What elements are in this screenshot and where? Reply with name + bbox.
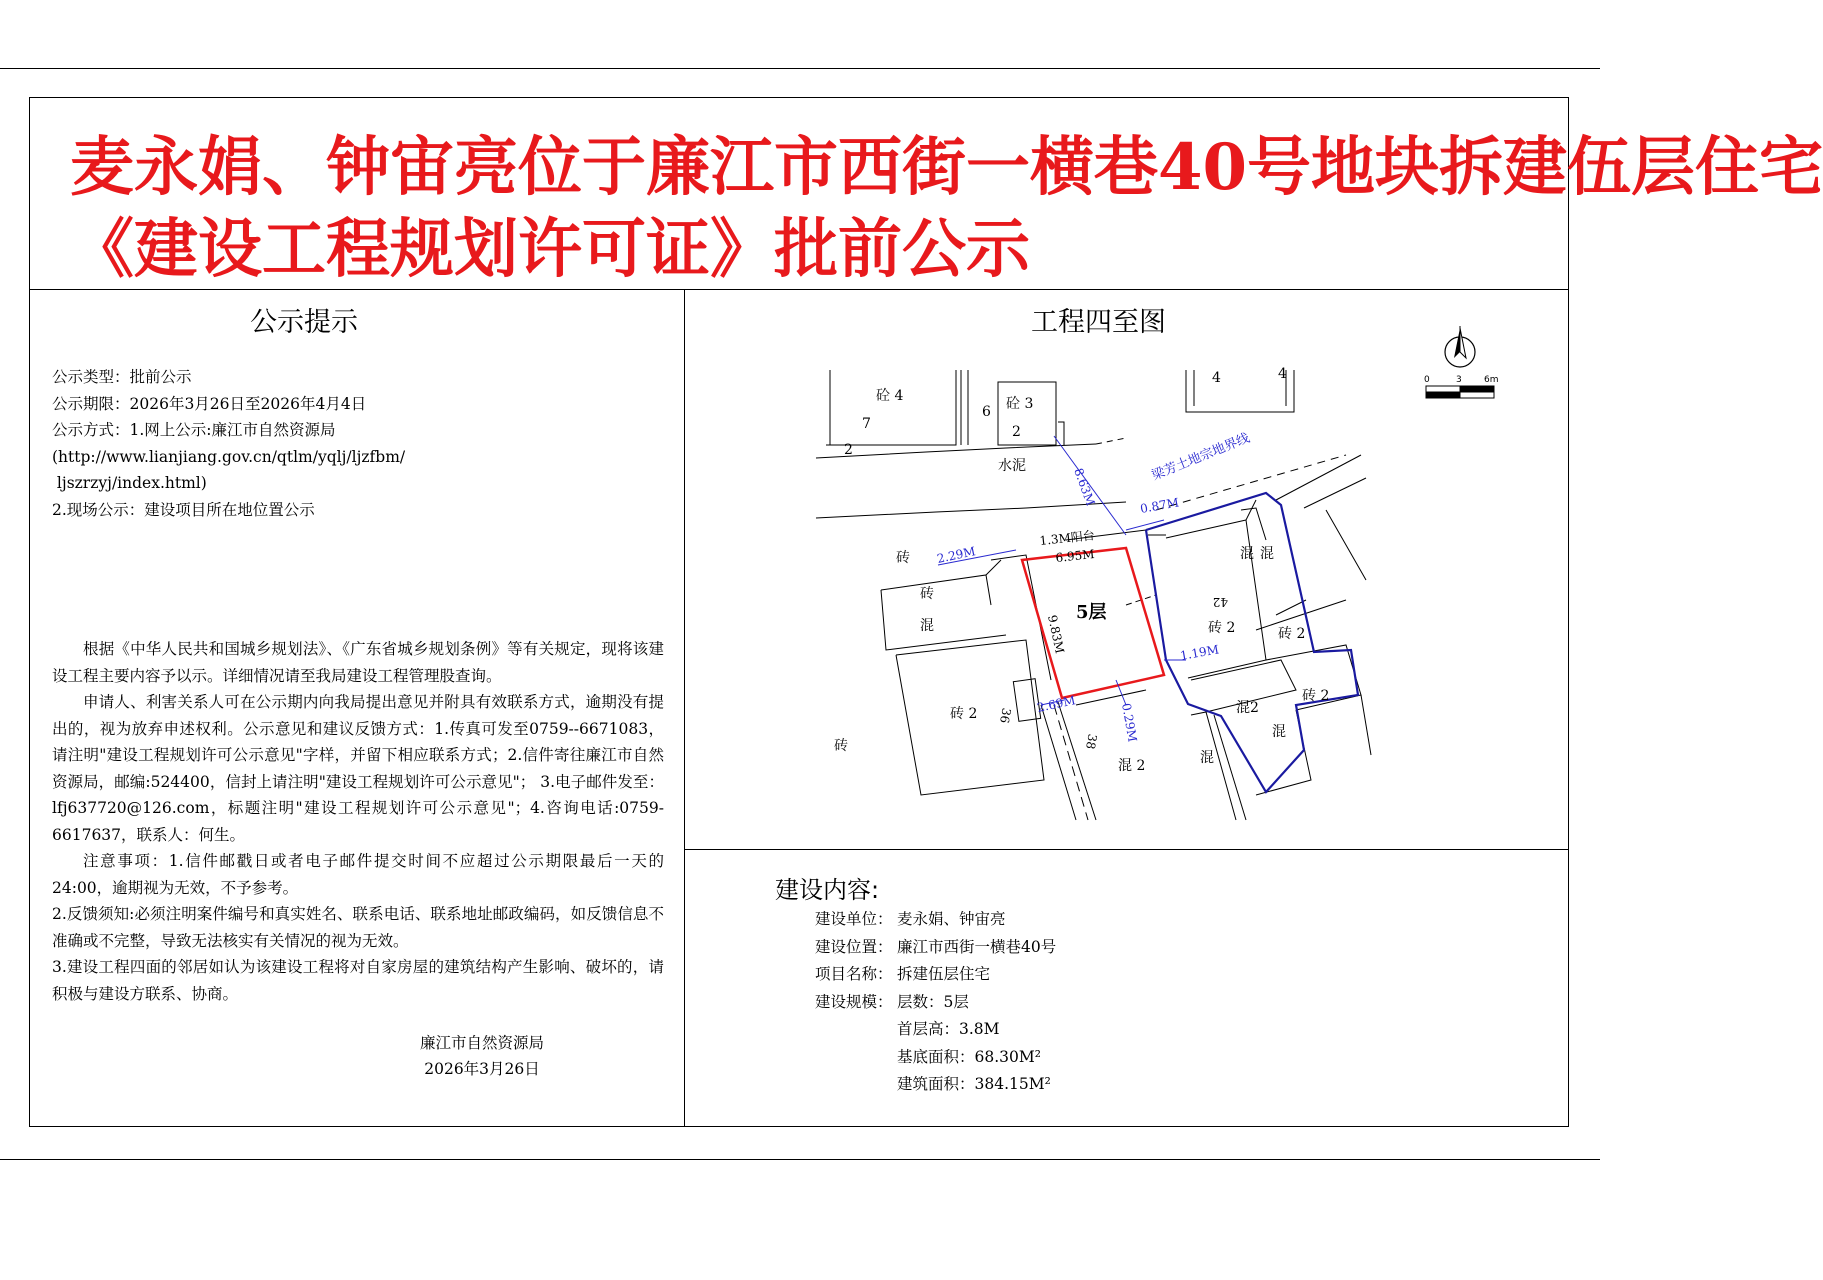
content-row: 项目名称： 拆建伍层住宅: [815, 965, 991, 983]
title-line-1: 麦永娟、钟宙亮位于廉江市西街一横巷40号地块拆建伍层住宅: [70, 130, 1823, 205]
construction-content-panel: [685, 850, 1568, 1126]
scale-label-0: 0: [1424, 375, 1430, 385]
content-rows: [815, 906, 1056, 1099]
site-dim-top: 6.95M: [1054, 546, 1096, 565]
label-c3: 砼 3: [1006, 396, 1034, 412]
notice-paragraph: 根据《中华人民共和国城乡规划法》、《广东省城乡规划条例》等有关规定，现将该建设工程主要内容予以示。详细情况请至我局建设工程管理股查询。: [52, 640, 664, 685]
dim-0-87: 0.87M: [1139, 495, 1180, 516]
title-section: [30, 98, 1823, 290]
label-brick-b: 砖: [920, 586, 934, 602]
site-dim-side: 9.83M: [1045, 613, 1067, 655]
site-map-drawing: [826, 360, 1386, 830]
label-2b: 2: [1012, 424, 1021, 440]
dim-2-29: 2.29M: [935, 544, 977, 566]
label-mix2: 混 2: [1118, 758, 1146, 774]
label-4b: 4: [1278, 366, 1287, 382]
label-brick2-c: 砖 2: [1278, 626, 1306, 642]
label-mix-b: 混: [1260, 546, 1274, 562]
notice-info: [52, 364, 405, 523]
info-method: 公示方式：1.网上公示:廉江市自然资源局: [52, 421, 336, 439]
label-7: 7: [862, 416, 871, 432]
info-url: (http://www.lianjiang.gov.cn/qtlm/yqlj/ljzfbm/: [52, 447, 406, 466]
label-mix2b: 混2: [1236, 700, 1259, 716]
label-mix-c: 混: [1272, 724, 1286, 740]
notice-paragraph: 3.建设工程四面的邻居如认为该建设工程将对自家房屋的建筑结构产生影响、破坏的，请积极与建设方联系、协商。: [52, 958, 664, 1003]
notice-heading: 公示提示: [250, 307, 358, 338]
content-sub-row: 基底面积：68.30M²: [897, 1047, 1041, 1066]
signature-date: 2026年3月26日: [424, 1060, 540, 1078]
notice-paragraph: 2.反馈须知:必须注明案件编号和真实姓名、联系电话、联系地址邮政编码，如反馈信息不准确或不完整，导致无法核实有关情况的视为无效。: [52, 905, 664, 950]
signature-org: 廉江市自然资源局: [419, 1034, 544, 1052]
signature-block: [412, 1030, 552, 1082]
label-2a: 2: [844, 442, 853, 458]
notice-paragraph: 注意事项：1.信件邮戳日或者电子邮件提交时间不应超过公示期限最后一天的24:00，逾期视为无效，不予参考。: [52, 852, 664, 897]
label-brick-c: 砖: [834, 738, 848, 754]
label-brick-a: 砖: [896, 550, 910, 566]
content-sub-row: 首层高：3.8M: [897, 1020, 1000, 1038]
label-6: 6: [982, 404, 991, 420]
dim-8-63: 8.63M: [1071, 466, 1098, 508]
site-floors: 5层: [1076, 602, 1107, 623]
label-brick2-d: 砖 2: [1302, 688, 1330, 704]
scale-label-6: 6m: [1484, 375, 1499, 385]
label-42: 42: [1212, 595, 1228, 609]
title-line-2: 《建设工程规划许可证》批前公示: [70, 212, 1030, 287]
scale-label-3: 3: [1456, 375, 1462, 385]
dim-2-69: 2.69M: [1035, 693, 1077, 715]
dim-1-19: 1.19M: [1179, 642, 1220, 663]
content-heading: 建设内容:: [775, 876, 880, 904]
label-mix-a: 混: [1240, 546, 1254, 562]
map-heading: 工程四至图: [1031, 307, 1166, 338]
north-arrow-icon: [1422, 322, 1502, 412]
label-c4: 砼 4: [876, 388, 904, 404]
label-38: 38: [1083, 732, 1100, 751]
label-mix: 混: [920, 618, 934, 634]
label-brick2-b: 砖 2: [1208, 620, 1236, 636]
info-period: 公示期限：2026年3月26日至2026年4月4日: [52, 394, 367, 413]
notice-paragraph: 申请人、利害关系人可在公示期内向我局提出意见并附具有效联系方式，逾期没有提出的，视为放弃申述权利。公示意见和建议反馈方式：1.传真可发至0759--6671083，请注明"建设工程规划许可公示意见"字样，并留下相应联系方式；2.信件寄往廉江市自然资源局，邮编:524400，信封上请注明"建设工程规划许可公示意见"； 3.电子邮件发至：lfj637720@126.com，标题注明"建设工程规划许可公示意见"；4.咨询电话:0759-6617637，联系人：何生。: [52, 693, 664, 844]
label-cement: 水泥: [998, 458, 1026, 474]
content-row: 建设规模： 层数：5层: [815, 992, 969, 1011]
balcony-label: 1.3M阳台: [1038, 528, 1096, 548]
info-type: 公示类型：批前公示: [52, 368, 192, 386]
dim-0-29: 0.29M: [1119, 702, 1140, 743]
label-brick2-a: 砖 2: [950, 706, 978, 722]
label-4a: 4: [1212, 370, 1221, 386]
label-36: 36: [997, 706, 1014, 725]
content-row: 建设位置： 廉江市西街一横巷40号: [815, 937, 1057, 956]
content-row: 建设单位： 麦永娟、钟宙亮: [815, 910, 1006, 928]
notice-body: [52, 636, 664, 1007]
content-sub-row: 建筑面积：384.15M²: [897, 1075, 1051, 1093]
info-onsite: 2.现场公示：建设项目所在地位置公示: [52, 500, 315, 519]
label-mix-d: 混: [1200, 750, 1214, 766]
info-url-cont: ljszrzyj/index.html): [52, 474, 207, 492]
boundary-label: 梁芳土地宗地界线: [1149, 430, 1252, 484]
